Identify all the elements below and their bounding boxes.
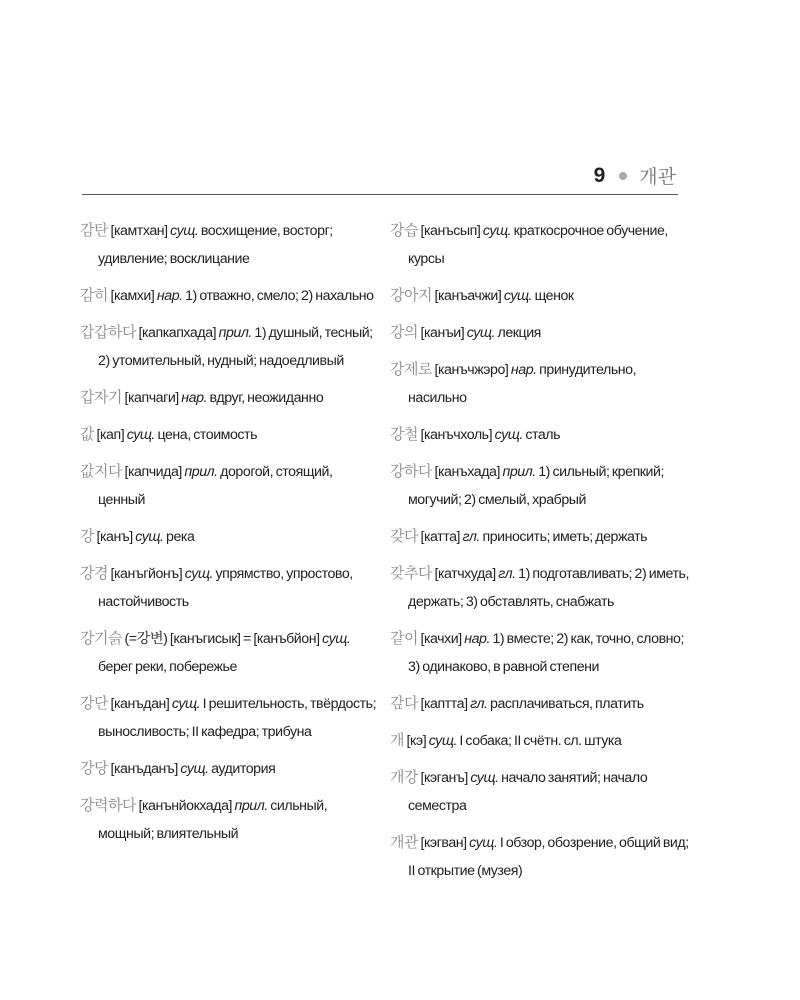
part-of-speech: сущ. <box>428 733 457 749</box>
dictionary-entry <box>80 383 380 412</box>
definition: краткосрочное обучение, курсы <box>408 223 668 267</box>
dictionary-entry <box>390 216 690 273</box>
headword: 강당 <box>80 759 108 777</box>
dictionary-entry <box>390 559 690 616</box>
headword: 강경 <box>80 564 108 582</box>
transcription: [кэганъ] <box>417 770 471 786</box>
headword: 갑자기 <box>80 388 122 406</box>
dictionary-entry <box>390 420 690 449</box>
definition: 1) душный, тесный; 2) утомительный, нудный; надоедливый <box>98 325 373 369</box>
dictionary-entry <box>390 689 690 718</box>
transcription: [кап] <box>94 427 127 443</box>
definition: цена, стоимость <box>154 427 258 443</box>
headword: 강습 <box>390 221 418 239</box>
dictionary-entry <box>80 420 380 449</box>
headword: 강단 <box>80 694 108 712</box>
definition: река <box>163 529 195 545</box>
transcription: [каптта] <box>417 696 471 712</box>
headword: 강하다 <box>390 462 432 480</box>
transcription: [камтхан] <box>107 223 171 239</box>
dictionary-entry <box>390 624 690 681</box>
transcription: [кэ] <box>404 733 429 749</box>
headword: 갑갑하다 <box>80 323 136 341</box>
part-of-speech: прил. <box>502 464 536 480</box>
part-of-speech: сущ. <box>503 288 533 304</box>
part-of-speech: нар. <box>156 288 183 304</box>
definition: начало занятий; начало семестра <box>408 770 648 814</box>
definition: 1) отважно, смело; 2) нахально <box>182 288 374 304</box>
transcription: [канъхада] <box>431 464 503 480</box>
part-of-speech: нар. <box>464 631 490 647</box>
header-word: 개관 <box>639 166 676 188</box>
definition: щенок <box>532 288 574 304</box>
definition: вдруг, неожиданно <box>207 390 324 406</box>
dictionary-entry <box>390 355 690 412</box>
transcription: [канъданъ] <box>107 761 181 777</box>
definition: упрямство, упростово, настойчивость <box>98 566 353 610</box>
dictionary-entry <box>80 281 380 310</box>
left-column <box>80 216 380 856</box>
transcription: [канъачжи] <box>431 288 504 304</box>
headword: 갚다 <box>390 694 418 712</box>
transcription: [катта] <box>417 529 463 545</box>
part-of-speech: сущ. <box>170 223 199 239</box>
definition: 1) подготавливать; 2) иметь, держать; 3) обставлять, снабжать <box>408 566 689 610</box>
part-of-speech: сущ. <box>322 631 351 647</box>
headword: 강 <box>80 527 94 545</box>
dictionary-entry <box>80 689 380 746</box>
headword: 감탄 <box>80 221 108 239</box>
part-of-speech: сущ. <box>184 566 213 582</box>
part-of-speech: сущ. <box>470 770 499 786</box>
transcription: (=강변) [канъгисык] = [канъбйон] <box>121 631 323 647</box>
dictionary-entry <box>80 318 380 375</box>
transcription: [капчида] <box>121 464 185 480</box>
definition: расплачиваться, платить <box>487 696 644 712</box>
transcription: [кэгван] <box>417 835 470 851</box>
transcription: [канъ] <box>94 529 136 545</box>
part-of-speech: прил. <box>184 464 218 480</box>
headword: 개 <box>390 731 404 749</box>
headword: 개강 <box>390 768 418 786</box>
definition: I решительность, твёрдость; выносливость; II кафедра; трибуна <box>98 696 377 740</box>
headword: 감히 <box>80 286 108 304</box>
page-number: 9 <box>593 163 606 187</box>
transcription: [капкапхада] <box>135 325 219 341</box>
definition: приносить; иметь; держать <box>479 529 648 545</box>
headword: 갖다 <box>390 527 418 545</box>
header-right <box>594 162 676 189</box>
headword: 갖추다 <box>390 564 432 582</box>
right-column <box>390 216 690 893</box>
part-of-speech: сущ. <box>482 223 512 239</box>
transcription: [канъчжэро] <box>431 362 511 378</box>
definition: берег реки, побережье <box>98 659 237 675</box>
definition: восхищение, восторг; удивление; восклицание <box>98 223 333 267</box>
transcription: [капчаги] <box>121 390 182 406</box>
dictionary-entry <box>80 559 380 616</box>
part-of-speech: гл. <box>462 529 480 545</box>
dictionary-entry <box>80 791 380 848</box>
definition: I обзор, обозрение, общий вид; II открытие (музея) <box>408 835 689 879</box>
part-of-speech: сущ. <box>466 325 495 341</box>
part-of-speech: гл. <box>470 696 488 712</box>
transcription: [качхи] <box>417 631 465 647</box>
page-header <box>82 158 678 195</box>
part-of-speech: нар. <box>181 390 208 406</box>
definition: дорогой, стоящий, ценный <box>98 464 333 508</box>
dictionary-entry <box>80 216 380 273</box>
headword: 강기슭 <box>80 629 122 647</box>
dictionary-entry <box>390 763 690 820</box>
transcription: [канъсып] <box>417 223 483 239</box>
part-of-speech: сущ. <box>469 835 498 851</box>
dictionary-entry <box>390 726 690 755</box>
bullet-separator-icon <box>619 172 627 180</box>
dictionary-entry <box>390 457 690 514</box>
part-of-speech: прил. <box>218 325 252 341</box>
headword: 강철 <box>390 425 418 443</box>
definition: сильный, мощный; влиятельный <box>98 798 328 842</box>
dictionary-entry <box>390 522 690 551</box>
headword: 값 <box>80 425 94 443</box>
transcription: [канъи] <box>417 325 467 341</box>
headword: 강제로 <box>390 360 432 378</box>
dictionary-entry <box>80 624 380 681</box>
dictionary-entry <box>80 457 380 514</box>
part-of-speech: сущ. <box>494 427 523 443</box>
dictionary-entry <box>80 522 380 551</box>
headword: 값지다 <box>80 462 122 480</box>
dictionary-entry <box>80 754 380 783</box>
part-of-speech: прил. <box>234 798 268 814</box>
transcription: [катчхуда] <box>431 566 499 582</box>
transcription: [канъдан] <box>107 696 172 712</box>
headword: 강의 <box>390 323 418 341</box>
definition: 1) сильный; крепкий; могучий; 2) смелый, храбрый <box>408 464 664 508</box>
definition: I собака; II счётн. сл. штука <box>456 733 622 749</box>
definition: принудительно, насильно <box>408 362 637 406</box>
part-of-speech: сущ. <box>180 761 209 777</box>
headword: 개관 <box>390 833 418 851</box>
dictionary-entry <box>390 318 690 347</box>
dictionary-entry <box>390 281 690 310</box>
definition: сталь <box>522 427 561 443</box>
transcription: [канънйокхада] <box>135 798 235 814</box>
part-of-speech: сущ. <box>135 529 164 545</box>
definition: аудитория <box>208 761 276 777</box>
definition: лекция <box>495 325 541 341</box>
transcription: [камхи] <box>107 288 157 304</box>
transcription: [канъчхоль] <box>417 427 495 443</box>
part-of-speech: гл. <box>498 566 516 582</box>
part-of-speech: сущ. <box>171 696 201 712</box>
headword: 강력하다 <box>80 796 136 814</box>
dictionary-entry <box>390 828 690 885</box>
headword: 같이 <box>390 629 418 647</box>
definition: 1) вместе; 2) как, точно, словно; 3) одинаково, в равной степени <box>408 631 684 675</box>
headword: 강아지 <box>390 286 432 304</box>
transcription: [канъгйонъ] <box>107 566 185 582</box>
part-of-speech: нар. <box>510 362 537 378</box>
part-of-speech: сущ. <box>126 427 155 443</box>
